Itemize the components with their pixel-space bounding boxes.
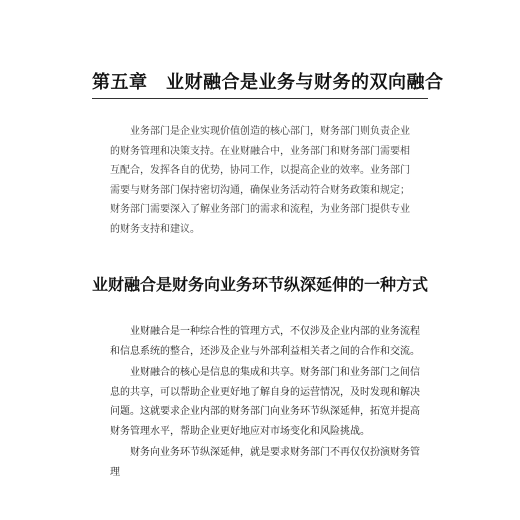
body-paragraph-1: 业财融合是一种综合性的管理方式，不仅涉及企业内部的业务流程和信息系统的整合，还涉及企业与外部利益相关者之间的合作和交流。: [110, 326, 420, 357]
section-heading: 业财融合是财务向业务环节纵深延伸的一种方式: [91, 275, 428, 294]
intro-paragraph: 业务部门是企业实现价值创造的核心部门，财务部门则负责企业的财务管理和决策支持。在业财融合中，业务部门和财务部门需要相互配合，发挥各自的优势，协同工作，以提高企业的效率。业务部门需要与财务部门保持密切沟通，确保业务活动符合财务政策和规定；财务部门需要深入了解业务部门的需求和流程，为业务部门提供专业的财务支持和建议。: [110, 126, 410, 235]
body-paragraph-2: 业财融合的核心是信息的集成和共享。财务部门和业务部门之间信息的共享，可以帮助企业更好地了解自身的运营情况，及时发现和解决问题。这就要求企业内部的财务部门向业务环节纵深延伸，拓宽并提高财务管理水平，帮助企业更好地应对市场变化和风险挑战。: [110, 367, 420, 437]
chapter-intro: [110, 122, 410, 239]
chapter-title: 第五章 业财融合是业务与财务的双向融合: [92, 72, 444, 93]
body-paragraph-3: 财务向业务环节纵深延伸，就是要求财务部门不再仅仅扮演财务管理: [110, 447, 420, 478]
section-body: [110, 322, 420, 484]
chapter-title-underline: [92, 98, 428, 99]
